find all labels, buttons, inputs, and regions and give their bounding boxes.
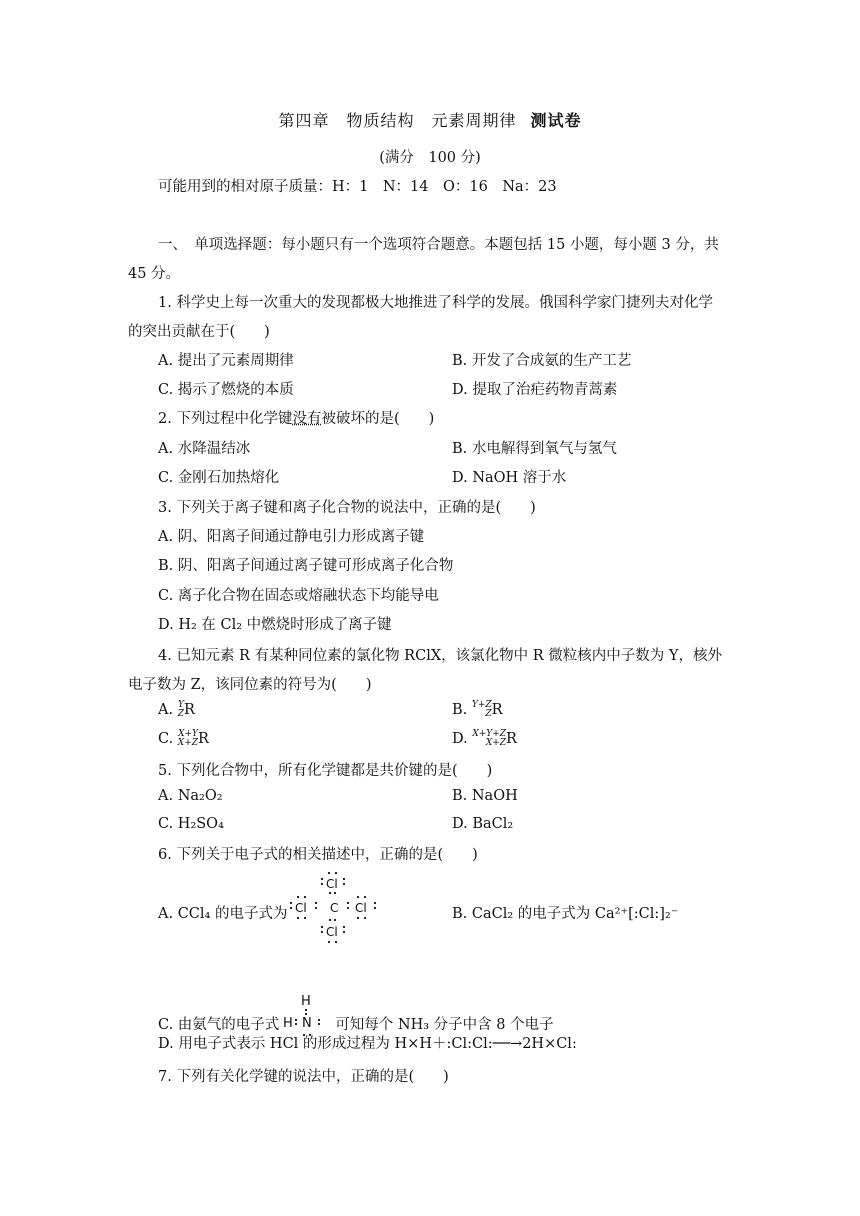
emphasis-text: 没有: [292, 411, 322, 427]
nuclide-symbol: X+Y+Z X+Z R: [472, 729, 517, 748]
q4-stem: 4. 已知元素 R 有某种同位素的氯化物 RClX，该氯化物中 R 微粒核内中子数为 Y，核外: [158, 648, 722, 664]
section-heading-cont: 45 分。: [128, 266, 181, 282]
q6-option-a: A. CCl₄ 的电子式为: [158, 906, 288, 922]
svg-text:Cl: Cl: [326, 877, 338, 891]
nuclide-symbol: Y+Z Z R: [471, 700, 503, 719]
q2-option-c: C. 金刚石加热熔化: [158, 470, 280, 486]
title-bold: 测试卷: [530, 111, 582, 130]
q5-stem: 5. 下列化合物中，所有化学键都是共价键的是( ): [158, 763, 493, 779]
svg-text:Cl: Cl: [295, 901, 307, 915]
q1-option-c: C. 揭示了燃烧的本质: [158, 382, 294, 398]
q1-option-a: A. 提出了元素周期律: [158, 353, 294, 369]
q2-option-d: D. NaOH 溶于水: [452, 470, 567, 486]
q4-option-d: D. X+Y+Z X+Z R: [452, 729, 517, 748]
atomic-masses: 可能用到的相对原子质量：H：1 N：14 O：16 Na：23: [158, 179, 557, 195]
svg-text:H: H: [301, 994, 312, 1009]
ccl4-lewis-structure: [288, 870, 388, 946]
q6-option-b: B. CaCl₂ 的电子式为 Ca²⁺[:Cl:]₂⁻: [452, 906, 679, 922]
q4-option-a: A. Y Z R: [158, 700, 195, 719]
q4-option-b: B. Y+Z Z R: [452, 700, 503, 719]
q2-stem: 2. 下列过程中化学键没有被破坏的是( ): [158, 411, 435, 427]
q6-stem: 6. 下列关于电子式的相关描述中，正确的是( ): [158, 847, 478, 863]
nuclide-symbol: Y Z R: [177, 700, 195, 719]
q3-stem: 3. 下列关于离子键和离子化合物的说法中，正确的是( ): [158, 500, 536, 516]
q3-option-a: A. 阴、阳离子间通过静电引力形成离子键: [158, 529, 425, 545]
q4-stem-cont: 电子数为 Z，该同位素的符号为( ): [128, 677, 372, 693]
svg-text:C: C: [330, 901, 339, 915]
q5-option-d: D. BaCl₂: [452, 816, 514, 832]
q1-stem: 1. 科学史上每一次重大的发现都极大地推进了科学的发展。俄国科学家门捷列夫对化学: [158, 295, 713, 311]
svg-text:Cl: Cl: [355, 901, 367, 915]
q3-option-d: D. H₂ 在 Cl₂ 中燃烧时形成了离子键: [158, 617, 392, 633]
svg-text:N: N: [302, 1016, 313, 1031]
q1-option-d: D. 提取了治疟药物青蒿素: [452, 382, 618, 398]
q4-option-c: C. X+Y X+Z R: [158, 729, 209, 748]
q5-option-b: B. NaOH: [452, 788, 518, 804]
q3-option-c: C. 离子化合物在固态或熔融状态下均能导电: [158, 588, 439, 604]
q2-option-b: B. 水电解得到氧气与氢气: [452, 441, 617, 457]
q6-option-d: D. 用电子式表示 HCl 的形成过程为 H×H＋:Cl:Cl:──→2H×Cl:: [158, 1036, 577, 1052]
page-subtitle: (满分 100 分): [379, 150, 481, 166]
section-heading: 一、 单项选择题：每小题只有一个选项符合题意。本题包括 15 小题，每小题 3 分，共: [158, 237, 719, 253]
q6-option-c: C. 由氨气的电子式 H H N 可知每个 NH₃ 分子中含 8 个电子: [158, 993, 554, 1043]
q2-option-a: A. 水降温结冰: [158, 441, 251, 457]
q5-option-a: A. Na₂O₂: [158, 788, 223, 804]
q7-stem: 7. 下列有关化学键的说法中，正确的是( ): [158, 1069, 449, 1085]
q5-option-c: C. H₂SO₄: [158, 816, 224, 832]
svg-text:H: H: [283, 1016, 294, 1031]
q1-stem-cont: 的突出贡献在于( ): [128, 324, 270, 340]
svg-text:Cl: Cl: [326, 925, 338, 939]
q1-option-b: B. 开发了合成氨的生产工艺: [452, 353, 632, 369]
q3-option-b: B. 阴、阳离子间通过离子键可形成离子化合物: [158, 558, 454, 574]
nuclide-symbol: X+Y X+Z R: [177, 729, 209, 748]
page-title: 第四章 物质结构 元素周期律 测试卷: [278, 111, 582, 130]
